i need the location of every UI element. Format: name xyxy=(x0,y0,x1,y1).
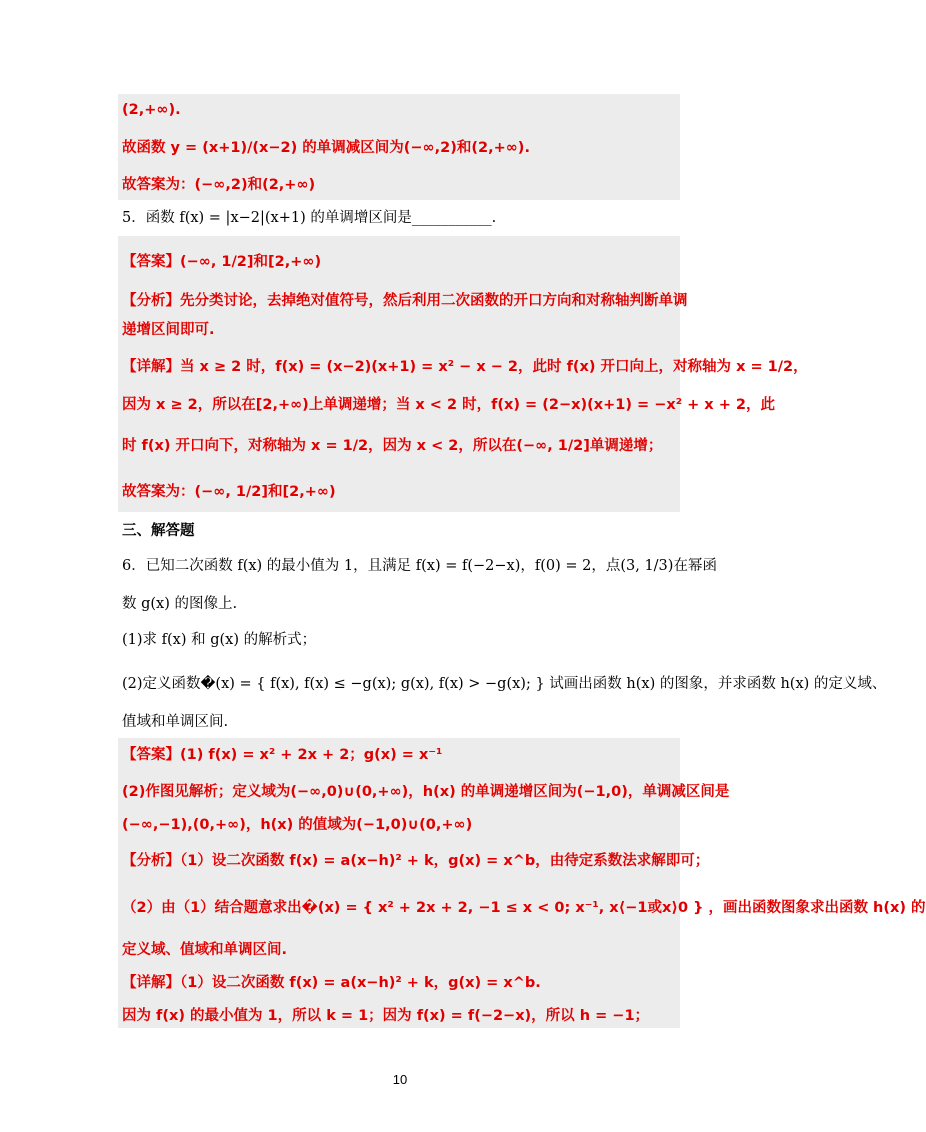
detail-line: 【详解】（1）设二次函数 f(x) = a(x−h)² + k，g(x) = x^b. xyxy=(122,975,541,991)
analysis-line: 定义域、值域和单调区间. xyxy=(122,942,288,958)
page-number: 10 xyxy=(392,1072,408,1087)
answer-line: 【答案】(1) f(x) = x² + 2x + 2；g(x) = x⁻¹ xyxy=(122,747,443,763)
answer-summary: 故答案为：(−∞, 1/2]和[2,+∞) xyxy=(122,484,336,500)
answer-line: (−∞,−1),(0,+∞)，h(x) 的值域为(−1,0)∪(0,+∞) xyxy=(122,817,473,833)
text-line: 故答案为：(−∞,2)和(2,+∞) xyxy=(122,177,316,193)
question-6-part2: (2)定义函数�(x) = { f(x), f(x) ≤ −g(x); g(x), f(x) > −g(x); } 试画出函数 h(x) 的图象，并求函数 h(x) 的定义域、 xyxy=(122,676,887,692)
question-6: 6．已知二次函数 f(x) 的最小值为 1，且满足 f(x) = f(−2−x)，f(0) = 2，点(3, 1/3)在幂函 xyxy=(122,558,717,574)
analysis-line: 【分析】（1）设二次函数 f(x) = a(x−h)² + k，g(x) = x^b，由待定系数法求解即可； xyxy=(122,853,710,869)
analysis-line: （2）由（1）结合题意求出�(x) = { x² + 2x + 2, −1 ≤ x < 0; x⁻¹, x⟨−1或x⟩0 } ，画出函数图象求出函数 h(x) 的 xyxy=(122,900,926,916)
detail-line: 因为 x ≥ 2，所以在[2,+∞)上单调递增；当 x < 2 时，f(x) = (2−x)(x+1) = −x² + x + 2，此 xyxy=(122,397,775,413)
answer-line: 【答案】(−∞, 1/2]和[2,+∞) xyxy=(122,254,322,270)
detail-line: 时 f(x) 开口向下，对称轴为 x = 1/2，因为 x < 2，所以在(−∞, 1/2]单调递增； xyxy=(122,438,663,454)
question-5: 5．函数 f(x) = |x−2|(x+1) 的单调增区间是___________. xyxy=(122,210,497,226)
detail-line: 因为 f(x) 的最小值为 1，所以 k = 1；因为 f(x) = f(−2−x)，所以 h = −1； xyxy=(122,1008,650,1024)
question-6-cont: 数 g(x) 的图像上. xyxy=(122,596,238,612)
analysis-line: 递增区间即可. xyxy=(122,322,215,338)
text-line: (2,+∞). xyxy=(122,102,181,118)
analysis-line: 【分析】先分类讨论，去掉绝对值符号，然后利用二次函数的开口方向和对称轴判断单调 xyxy=(122,293,688,309)
question-6-part1: (1)求 f(x) 和 g(x) 的解析式； xyxy=(122,632,317,648)
text-line: 故函数 y = (x+1)/(x−2) 的单调减区间为(−∞,2)和(2,+∞). xyxy=(122,140,530,156)
question-6-part2-cont: 值域和单调区间. xyxy=(122,714,229,730)
section-heading: 三、解答题 xyxy=(122,523,195,539)
detail-line: 【详解】当 x ≥ 2 时，f(x) = (x−2)(x+1) = x² − x − 2，此时 f(x) 开口向上，对称轴为 x = 1/2， xyxy=(122,359,808,375)
answer-line: (2)作图见解析；定义域为(−∞,0)∪(0,+∞)，h(x) 的单调递增区间为(−1,0)，单调减区间是 xyxy=(122,784,730,800)
